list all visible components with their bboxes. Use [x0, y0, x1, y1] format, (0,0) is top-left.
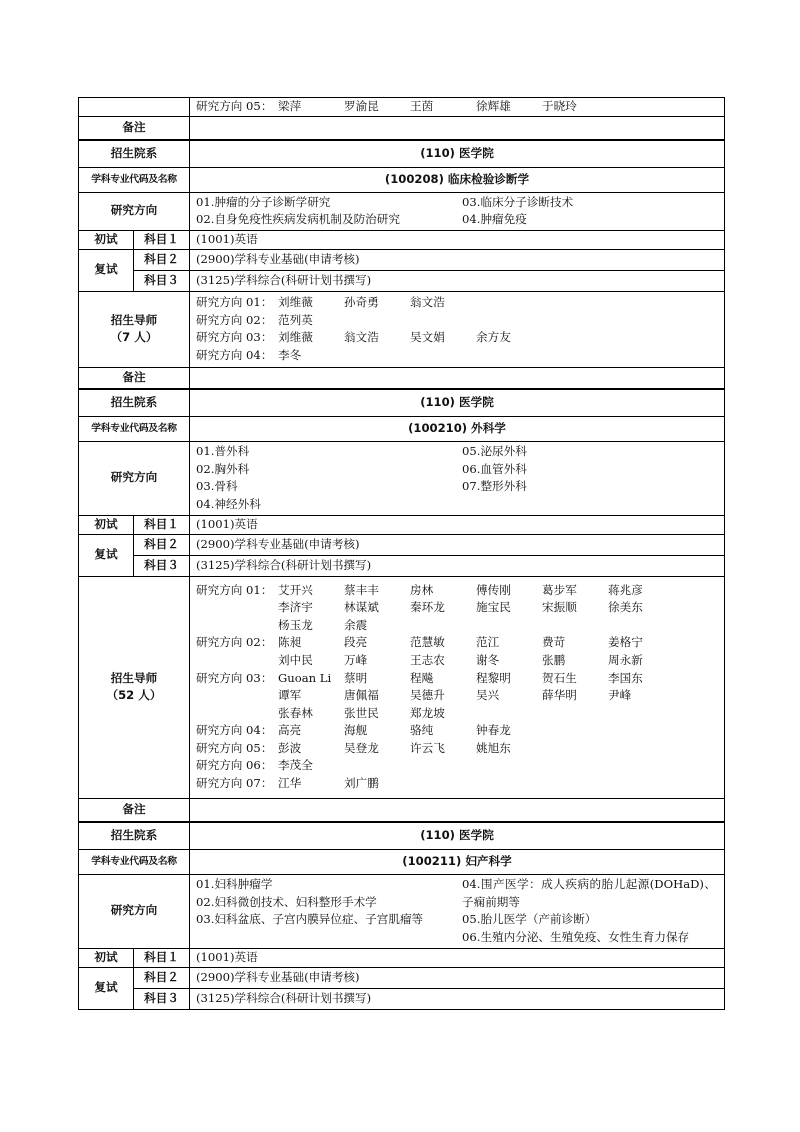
table-row: [79, 192, 725, 230]
advisor-name: 刘维薇: [278, 330, 313, 345]
direction-item: 04.围产医学：成人疾病的胎儿起源(DOHaD)、子痫前期等: [462, 876, 716, 909]
advisor-name: 艾开兴: [278, 582, 313, 597]
subj1-label: 科目１: [134, 230, 190, 249]
subj2-label: 科目２: [134, 534, 190, 555]
table-row: [79, 948, 725, 967]
advisor-name: 范慧敏: [410, 635, 445, 650]
direction-item: 03.妇科盆底、子宫内膜异位症、子宫肌瘤等: [196, 912, 424, 927]
direction-item: 05.胎儿医学（产前诊断）: [462, 912, 597, 927]
direction-label: 研究方向: [79, 441, 190, 515]
subj3-label: 科目３: [134, 555, 190, 576]
advisor-name: 程黎明: [476, 670, 511, 685]
table-row: [79, 116, 725, 140]
advisor-line: [196, 775, 718, 793]
advisor-direction-prefix: 研究方向 07：: [196, 776, 273, 791]
direction-label: 研究方向: [79, 192, 190, 230]
advisor-direction-prefix: 研究方向 04：: [196, 347, 273, 362]
advisor-name: 张春林: [278, 705, 313, 720]
direction-list: [190, 441, 725, 515]
remark-label: 备注: [79, 116, 190, 140]
advisor-name: 范江: [476, 635, 500, 650]
advisor-line: [190, 98, 725, 117]
advisor-direction-prefix: 研究方向 02：: [196, 635, 273, 650]
table-row: [79, 874, 725, 948]
advisor-name: 贺石生: [542, 670, 577, 685]
direction-item: 07.整形外科: [462, 479, 527, 494]
advisor-direction-prefix: 研究方向 06：: [196, 758, 273, 773]
table-row: [79, 270, 725, 291]
advisor-name: 余震: [344, 617, 368, 632]
advisor-name: 段亮: [344, 635, 368, 650]
subj3-value: (3125)学科综合(科研计划书撰写): [190, 988, 725, 1009]
advisor-name: 张世民: [344, 705, 379, 720]
advisor-name: 程飚: [410, 670, 434, 685]
table-row: [79, 576, 725, 798]
advisor-name: 秦环龙: [410, 600, 445, 615]
table-row: [79, 291, 725, 367]
table-row: [79, 98, 725, 117]
advisor-line: [196, 757, 718, 775]
advisor-name: 唐佩福: [344, 688, 379, 703]
table-row: [79, 967, 725, 988]
subj2-value: (2900)学科专业基础(申请考核): [190, 534, 725, 555]
advisor-name: 刘广鹏: [344, 776, 379, 791]
advisor-name: 翁文浩: [344, 330, 379, 345]
advisor-line: [196, 740, 718, 758]
subj2-value: (2900)学科专业基础(申请考核): [190, 249, 725, 270]
subj1-label: 科目１: [134, 515, 190, 534]
advisor-name: 李国东: [608, 670, 643, 685]
advisors-title: 招生导师: [110, 670, 158, 685]
table-row: [79, 555, 725, 576]
table-row: [79, 140, 725, 167]
table-row: [79, 249, 725, 270]
advisor-name: 姜格宁: [608, 635, 643, 650]
advisor-name: 周永新: [608, 652, 643, 667]
advisor-name: 孙奇勇: [344, 294, 379, 309]
advisors-title: 招生导师: [110, 312, 158, 327]
advisor-name: 万峰: [344, 652, 368, 667]
table-row: [79, 988, 725, 1009]
advisor-direction-prefix: 研究方向 01：: [196, 294, 273, 309]
subj2-label: 科目２: [134, 967, 190, 988]
advisor-line: [196, 670, 718, 723]
advisor-name: 吴德升: [410, 688, 445, 703]
advisor-name: 林谋斌: [344, 600, 379, 615]
advisor-line: [196, 312, 718, 330]
advisor-list: [190, 291, 725, 367]
dept-label: 招生院系: [79, 822, 190, 849]
table-row: [79, 389, 725, 416]
advisor-name: 蔡明: [344, 670, 368, 685]
subj1-value: (1001)英语: [190, 515, 725, 534]
advisor-name: Guoan Li: [278, 670, 332, 685]
table-row: [79, 849, 725, 874]
table-row: [79, 798, 725, 822]
advisor-name: 姚旭东: [476, 740, 511, 755]
subj3-label: 科目３: [134, 270, 190, 291]
advisor-name: 王茵: [410, 99, 434, 113]
advisor-direction-prefix: 研究方向 05：: [196, 99, 273, 113]
table-row: [79, 515, 725, 534]
table-row: [79, 230, 725, 249]
admissions-table: [78, 97, 725, 1010]
advisor-name: 李茂全: [278, 758, 313, 773]
advisor-name: 彭波: [278, 740, 302, 755]
advisor-name: 翁文浩: [410, 294, 445, 309]
initial-label: 初试: [79, 948, 134, 967]
advisor-name: 谢冬: [476, 652, 500, 667]
retest-label: 复试: [79, 534, 134, 576]
advisor-name: 李冬: [278, 347, 302, 362]
advisor-direction-prefix: 研究方向 05：: [196, 740, 273, 755]
direction-item: 04.神经外科: [196, 496, 261, 511]
direction-item: 06.血管外科: [462, 461, 527, 476]
direction-item: 02.妇科微创技术、妇科整形手术学: [196, 894, 377, 909]
advisor-name: 吴文娟: [410, 330, 445, 345]
major-value: (100210) 外科学: [190, 416, 725, 441]
advisor-name: 范列英: [278, 312, 313, 327]
advisor-name: 杨玉龙: [278, 617, 313, 632]
advisor-name: 吴登龙: [344, 740, 379, 755]
advisor-name: 钟春龙: [476, 723, 511, 738]
major-value: (100208) 临床检验诊断学: [190, 167, 725, 192]
advisor-direction-prefix: 研究方向 02：: [196, 312, 273, 327]
advisors-count: （7 人）: [110, 330, 158, 345]
remark-value: [190, 367, 725, 389]
dept-value: (110) 医学院: [190, 822, 725, 849]
table-row: [79, 167, 725, 192]
advisor-name: 徐美东: [608, 600, 643, 615]
subj3-value: (3125)学科综合(科研计划书撰写): [190, 555, 725, 576]
advisor-name: 刘维薇: [278, 294, 313, 309]
table-row: [79, 441, 725, 515]
subj2-label: 科目２: [134, 249, 190, 270]
direction-item: 03.临床分子诊断技术: [462, 194, 574, 209]
advisor-line: [196, 634, 718, 669]
advisor-name: 傅传刚: [476, 582, 511, 597]
advisor-name: 施宝民: [476, 600, 511, 615]
advisor-name: 余方友: [476, 330, 511, 345]
table-row: [79, 822, 725, 849]
advisor-name: 徐辉雄: [476, 99, 511, 113]
advisor-name: 高亮: [278, 723, 302, 738]
advisor-name: 蔡丰丰: [344, 582, 379, 597]
remark-label: 备注: [79, 798, 190, 822]
direction-item: 05.泌尿外科: [462, 443, 527, 458]
advisor-line: [196, 329, 718, 347]
direction-item: 01.普外科: [196, 443, 250, 458]
initial-label: 初试: [79, 515, 134, 534]
direction-item: 01.妇科肿瘤学: [196, 876, 273, 891]
subj1-label: 科目１: [134, 948, 190, 967]
advisor-direction-prefix: 研究方向 03：: [196, 330, 273, 345]
table-row: [79, 367, 725, 389]
retest-label: 复试: [79, 967, 134, 1009]
advisors-label: [79, 576, 190, 798]
retest-label: 复试: [79, 249, 134, 291]
advisor-name: 李济宇: [278, 600, 313, 615]
advisor-direction-prefix: 研究方向 01：: [196, 582, 273, 597]
direction-item: 01.肿瘤的分子诊断学研究: [196, 194, 331, 209]
advisor-name: 于晓玲: [542, 99, 577, 113]
empty-cell: [79, 98, 190, 117]
advisor-list: [190, 576, 725, 798]
advisor-name: 蒋兆彦: [608, 582, 643, 597]
advisor-name: 刘中民: [278, 652, 313, 667]
dept-label: 招生院系: [79, 140, 190, 167]
direction-item: 02.自身免疫性疾病发病机制及防治研究: [196, 212, 400, 227]
advisor-name: 宋振顺: [542, 600, 577, 615]
advisor-name: 谭军: [278, 688, 302, 703]
dept-value: (110) 医学院: [190, 140, 725, 167]
direction-item: 06.生殖内分泌、生殖免疫、女性生育力保存: [462, 929, 690, 944]
major-label: 学科专业代码及名称: [79, 167, 190, 192]
direction-item: 03.骨科: [196, 479, 238, 494]
subj3-value: (3125)学科综合(科研计划书撰写): [190, 270, 725, 291]
major-value: (100211) 妇产科学: [190, 849, 725, 874]
advisor-name: 王志农: [410, 652, 445, 667]
advisor-line: [196, 722, 718, 740]
advisor-line: [196, 582, 718, 635]
advisor-name: 房林: [410, 582, 434, 597]
table-row: [79, 416, 725, 441]
major-label: 学科专业代码及名称: [79, 849, 190, 874]
advisor-name: 许云飞: [410, 740, 445, 755]
advisor-name: 海舰: [344, 723, 368, 738]
advisors-count: （52 人）: [106, 688, 162, 703]
subj1-value: (1001)英语: [190, 948, 725, 967]
subj3-label: 科目３: [134, 988, 190, 1009]
advisor-name: 郑龙坡: [410, 705, 445, 720]
subj2-value: (2900)学科专业基础(申请考核): [190, 967, 725, 988]
direction-list: [190, 192, 725, 230]
remark-label: 备注: [79, 367, 190, 389]
advisor-name: 梁萍: [278, 99, 302, 113]
advisor-name: 陈昶: [278, 635, 302, 650]
advisor-direction-prefix: 研究方向 03：: [196, 670, 273, 685]
subj1-value: (1001)英语: [190, 230, 725, 249]
dept-value: (110) 医学院: [190, 389, 725, 416]
remark-value: [190, 798, 725, 822]
advisor-name: 骆纯: [410, 723, 434, 738]
advisor-name: 尹峰: [608, 688, 632, 703]
advisor-name: 张鹏: [542, 652, 566, 667]
table-row: [79, 534, 725, 555]
direction-item: 02.胸外科: [196, 461, 250, 476]
advisor-name: 费苛: [542, 635, 566, 650]
advisor-name: 罗渝昆: [344, 99, 379, 113]
remark-value: [190, 116, 725, 140]
advisor-name: 吴兴: [476, 688, 500, 703]
advisor-line: [196, 347, 718, 365]
advisor-name: 江华: [278, 776, 302, 791]
advisor-line: [196, 294, 718, 312]
advisor-name: 薛华明: [542, 688, 577, 703]
advisor-direction-prefix: 研究方向 04：: [196, 723, 273, 738]
advisors-label: [79, 291, 190, 367]
initial-label: 初试: [79, 230, 134, 249]
direction-label: 研究方向: [79, 874, 190, 948]
major-label: 学科专业代码及名称: [79, 416, 190, 441]
dept-label: 招生院系: [79, 389, 190, 416]
direction-list: [190, 874, 725, 948]
direction-item: 04.肿瘤免疫: [462, 212, 527, 227]
advisor-name: 葛步军: [542, 582, 577, 597]
